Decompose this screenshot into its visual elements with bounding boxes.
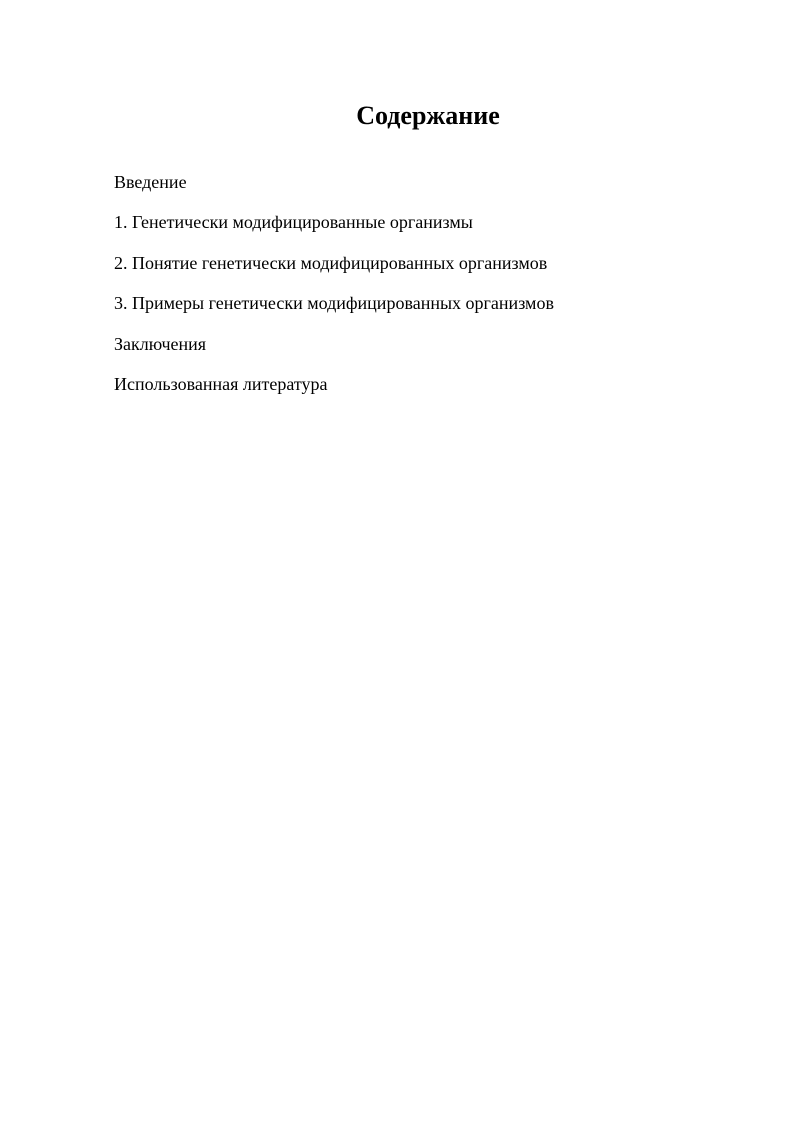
toc-item-introduction: Введение	[114, 172, 187, 192]
toc-item-references: Использованная литература	[114, 373, 328, 394]
table-of-contents	[114, 170, 554, 412]
toc-item-conclusion: Заключения	[114, 333, 207, 354]
toc-item-section-2: 2. Понятие генетически модифицированных организмов	[114, 252, 548, 273]
toc-item-section-3: 3. Примеры генетически модифицированных организмов	[114, 293, 554, 314]
page-title: Содержание	[356, 101, 500, 130]
toc-item-section-1: 1. Генетически модифицированные организмы	[114, 212, 473, 233]
